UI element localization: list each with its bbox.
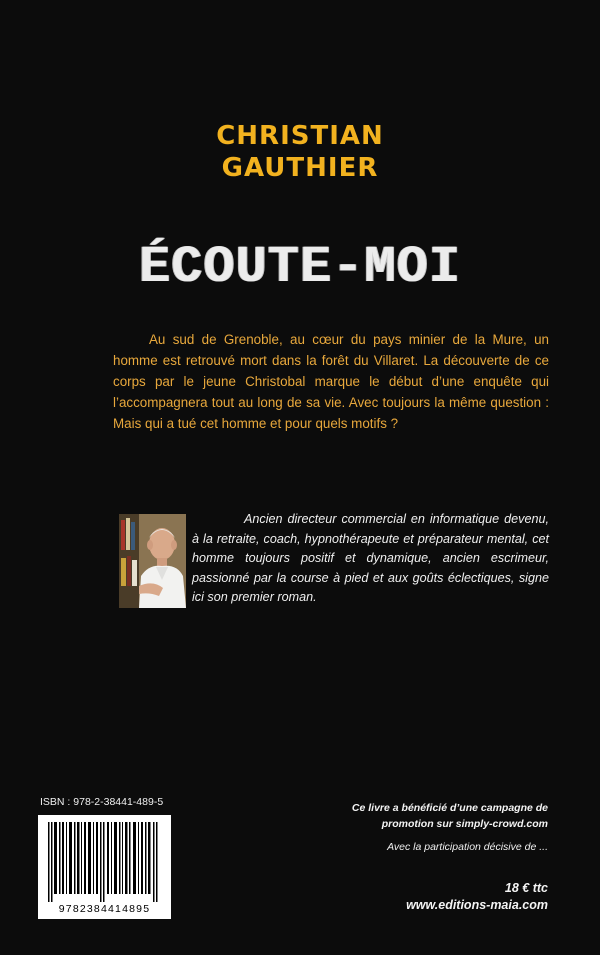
barcode — [38, 815, 171, 919]
synopsis-text: Au sud de Grenoble, au cœur du pays minier de la Mure, un homme est retrouvé mort dans la forêt du Villaret. La découverte de ce corps par le jeune Christobal marque le début d’une enquête qui l’accompagnera tout au long de sa vie. Avec toujours la même question : Mais qui a tué cet homme et pour quels motifs ? — [113, 332, 549, 431]
price-label: 18 € ttc — [504, 881, 548, 895]
author-photo — [119, 514, 186, 608]
isbn-label: ISBN : 978-2-38441-489-5 — [40, 796, 164, 808]
author-first-name: CHRISTIAN — [216, 121, 384, 151]
publisher-website: www.editions-maia.com — [406, 898, 548, 912]
author-last-name: GAUTHIER — [221, 153, 379, 183]
author-name — [0, 120, 600, 184]
barcode-bars — [38, 819, 171, 907]
participation-text: Avec la participation décisive de ... — [387, 841, 548, 853]
author-bio: Ancien directeur commercial en informatique devenu, à la retraite, coach, hypnothérapeute et préparateur mental, cet homme toujours positif et dynamique, ancien escrimeur, passionné par la course à pied et aux goûts éclectiques, signe ici son premier roman. — [192, 512, 549, 605]
book-title: ÉCOUTE-MOI — [138, 238, 462, 297]
barcode-digits: 9782384414895 — [58, 903, 151, 915]
promo-text: Ce livre a bénéficié d’une campagne de promotion sur simply-crowd.com — [351, 802, 548, 830]
